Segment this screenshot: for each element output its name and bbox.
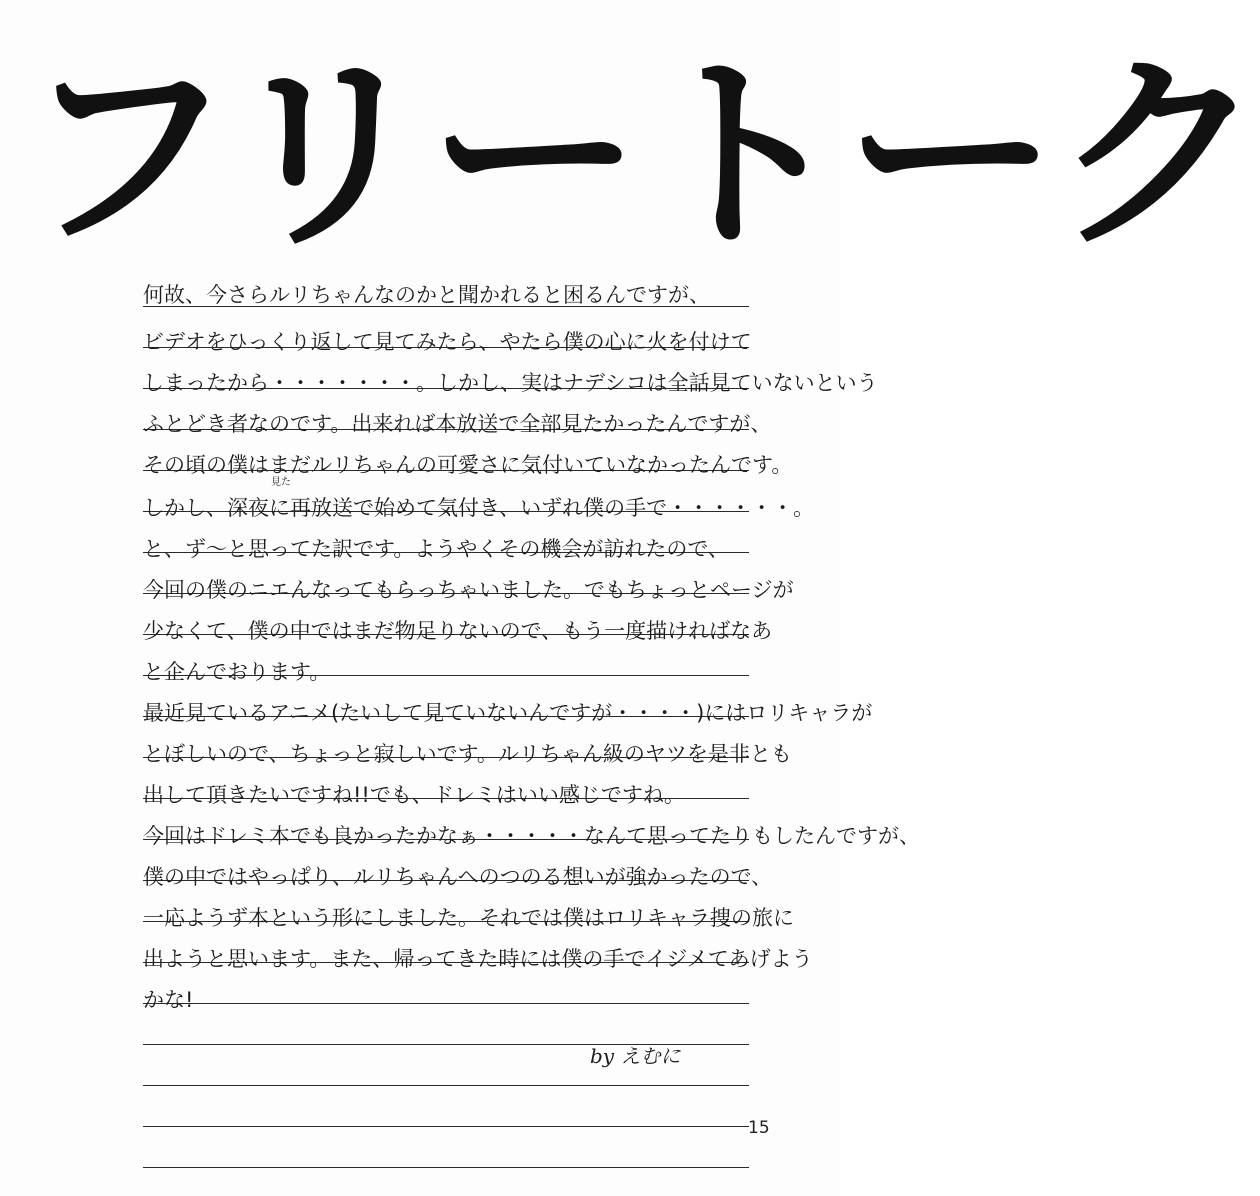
ruled-line <box>143 1126 749 1127</box>
text-line-9: 少なくて、僕の中ではまだ物足りないので、もう一度描ければなあ <box>143 619 773 643</box>
text-line-1: 何故、今さらルリちゃんなのかと聞かれると困るんですが、 <box>143 283 710 307</box>
text-line-10: と企んでおります。 <box>143 660 331 684</box>
text-line-18: かな! <box>143 988 194 1012</box>
text-line-3: しまったから・・・・・・・。しかし、実はナデシコは全話見ていないという <box>143 371 878 395</box>
text-line-12: とぼしいので、ちょっと寂しいです。ルリちゃん級のヤツを是非とも <box>143 742 792 766</box>
ruled-line <box>143 1167 749 1168</box>
page-title: フリートーク <box>20 31 1260 278</box>
text-line-13: 出して頂きたいですね!!でも、ドレミはいい感じですね。 <box>143 783 685 807</box>
text-line-16: 一応ようず本という形にしました。それでは僕はロリキャラ捜の旅に <box>143 906 794 930</box>
text-line-6: しかし、深夜に再放送で始めて気付き、いずれ僕の手で・・・・・・。 <box>143 496 815 520</box>
text-line-17: 出ようと思います。また、帰ってきた時には僕の手でイジメてあげよう <box>143 947 813 971</box>
text-line-11: 最近見ているアニメ(たいして見ていないんですが・・・・)にはロリキャラが <box>143 701 873 725</box>
page-number: 15 <box>748 1118 770 1138</box>
text-line-8: 今回の僕のニエんなってもらっちゃいました。でもちょっとページが <box>143 578 794 602</box>
ruby-annotation: 見た <box>271 477 291 488</box>
ruled-line <box>143 1085 749 1086</box>
text-line-7: と、ず～と思ってた訳です。ようやくその機会が訪れたので、 <box>143 537 729 561</box>
text-line-5: その頃の僕はまだルリちゃんの可愛さに気付いていなかったんです。 <box>143 453 793 477</box>
author-signature: by えむに <box>590 1044 681 1068</box>
text-line-4: ふとどき者なのです。出来れば本放送で全部見たかったんですが、 <box>143 412 772 436</box>
text-line-15: 僕の中ではやっぱり、ルリちゃんへのつのる想いが強かったので、 <box>143 865 773 889</box>
text-line-14: 今回はドレミ本でも良かったかなぁ・・・・・なんて思ってたりもしたんですが、 <box>143 824 920 848</box>
text-line-2: ビデオをひっくり返して見てみたら、やたら僕の心に火を付けて <box>143 330 752 354</box>
